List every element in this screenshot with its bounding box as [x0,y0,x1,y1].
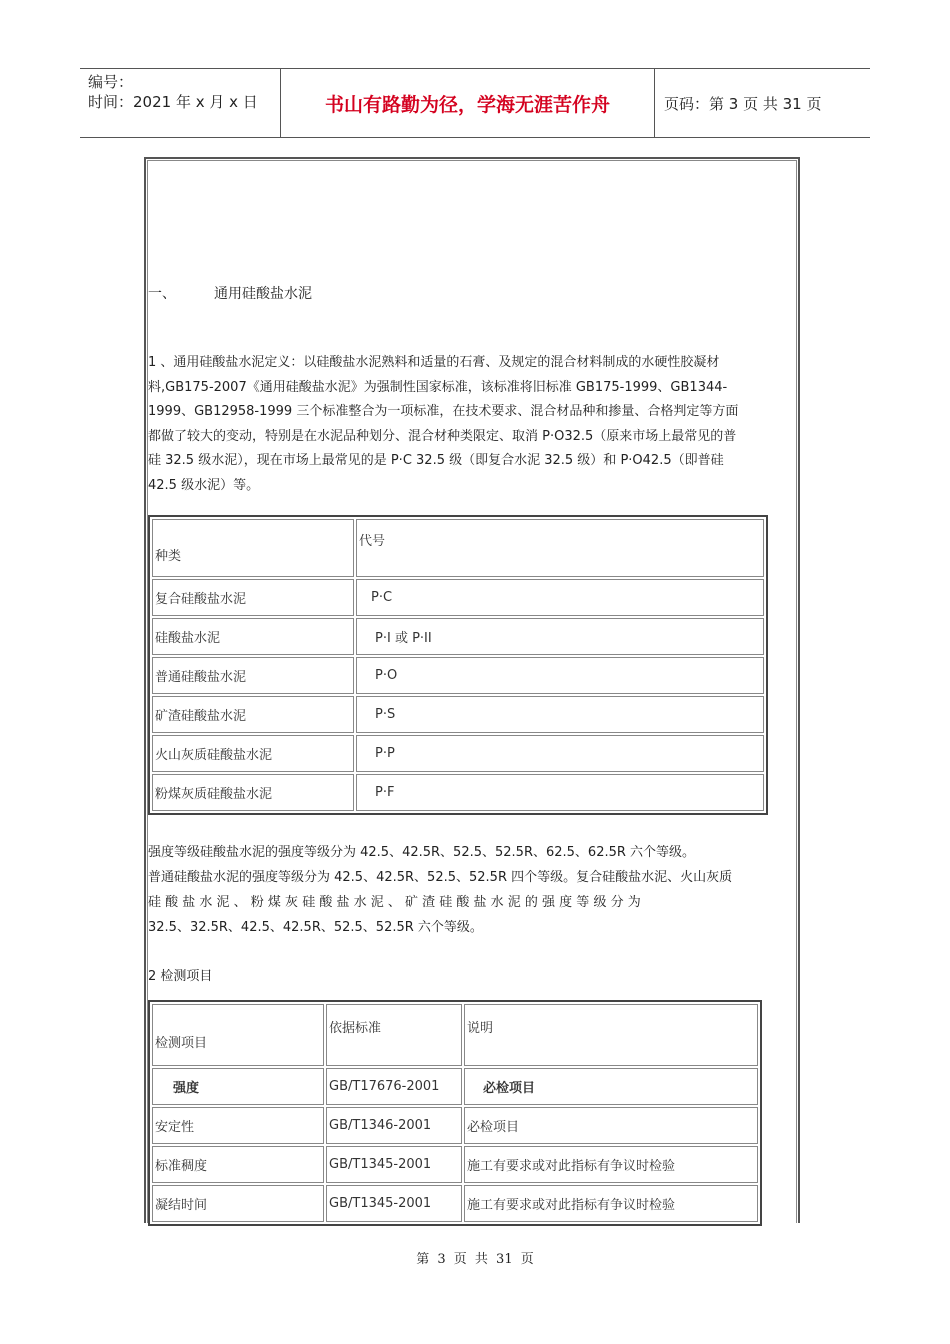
header-cell: 说明 [464,1004,758,1066]
table-row [152,1146,758,1183]
note-cell: 施工有要求或对此指标有争议时检验 [464,1185,758,1222]
note-cell: 必检项目 [464,1068,758,1105]
definition-line: 1999、GB12958-1999 三个标准整合为一项标准，在技术要求、混合材品种和掺量、合格判定等方面 [148,404,739,419]
table-header-row [152,1004,758,1066]
item-cell: 安定性 [152,1107,324,1144]
grade-notes [148,840,800,940]
table-header-row [152,519,764,577]
grade-note-line: 32.5、32.5R、42.5、42.5R、52.5、52.5R 六个等级。 [148,920,483,935]
type-name-cell: 普通硅酸盐水泥 [152,657,354,694]
standard-cell: GB/T1345-2001 [326,1146,462,1183]
header-meta [80,69,280,137]
table-row [152,1107,758,1144]
table-row [152,735,764,772]
definition-line: 硅 32.5 级水泥），现在市场上最常见的是 P·C 32.5 级（即复合水泥 32.5 级）和 P·O42.5（即普硅 [148,453,724,468]
type-name-cell: 矿渣硅酸盐水泥 [152,696,354,733]
grade-note-line: 强度等级硅酸盐水泥的强度等级分为 42.5、42.5R、52.5、52.5R、62.5、62.5R 六个等级。 [148,845,696,860]
type-code-cell: P·S [356,696,764,733]
type-code-cell: P·O [356,657,764,694]
standard-cell: GB/T1346-2001 [326,1107,462,1144]
definition-line: 1 、通用硅酸盐水泥定义：以硅酸盐水泥熟料和适量的石膏、及规定的混合材料制成的水硬性胶凝材 [148,355,720,370]
type-name-cell: 硅酸盐水泥 [152,618,354,655]
type-name-cell: 粉煤灰质硅酸盐水泥 [152,774,354,811]
header-cell: 种类 [152,519,354,577]
item-cell: 凝结时间 [152,1185,324,1222]
inspection-table [148,1000,762,1226]
table-row [152,579,764,616]
table-row [152,1185,758,1222]
type-name-cell: 复合硅酸盐水泥 [152,579,354,616]
definition-line: 都做了较大的变动，特别是在水泥品种划分、混合材种类限定、取消 P·O32.5（原来市场上最常见的普 [148,428,737,444]
number-label: 编号： [88,73,134,91]
type-code-cell: P·F [356,774,764,811]
definition-paragraph [148,351,800,498]
type-code-cell: P·C [356,579,764,616]
note-cell: 施工有要求或对此指标有争议时检验 [464,1146,758,1183]
section-heading [148,283,312,303]
header-page-info: 页码：第 3 页 共 31 页 [664,94,822,113]
type-code-cell: P·I 或 P·II [356,618,764,655]
table-row [152,696,764,733]
standard-cell: GB/T1345-2001 [326,1185,462,1222]
section-index: 一、 [148,286,176,302]
note-cell: 必检项目 [464,1107,758,1144]
header-cell: 代号 [356,519,764,577]
header-divider [654,69,655,137]
standard-cell: GB/T17676-2001 [326,1068,462,1105]
type-code-cell: P·P [356,735,764,772]
grade-note-line: 硅 酸 盐 水 泥 、 粉 煤 灰 硅 酸 盐 水 泥 、 矿 渣 硅 酸 盐 水 泥 的 强 度 等 级 分 为 [148,895,641,910]
header-motto: 书山有路勤为径，学海无涯苦作舟 [324,93,610,116]
type-name-cell: 火山灰质硅酸盐水泥 [152,735,354,772]
header-cell: 检测项目 [152,1004,324,1066]
item-cell: 标准稠度 [152,1146,324,1183]
table-row [152,657,764,694]
section-title: 通用硅酸盐水泥 [214,286,312,302]
definition-line: 42.5 级水泥）等。 [148,477,260,493]
header-cell: 依据标准 [326,1004,462,1066]
cement-types-table [148,515,768,815]
table-row [152,774,764,811]
inspection-heading: 2 检测项目 [148,969,213,984]
table-row [152,1068,758,1105]
definition-line: 料,GB175-2007《通用硅酸盐水泥》为强制性国家标准，该标准将旧标准 GB175-1999、GB1344- [148,379,728,395]
page-header [80,68,870,138]
table-row [152,618,764,655]
grade-note-line: 普通硅酸盐水泥的强度等级分为 42.5、42.5R、52.5、52.5R 四个等级。复合硅酸盐水泥、火山灰质 [148,870,733,885]
item-cell: 强度 [152,1068,324,1105]
time-label: 时间：2021 年 x 月 x 日 [88,93,258,111]
page-footer: 第 3 页 共 31 页 [416,1252,534,1267]
